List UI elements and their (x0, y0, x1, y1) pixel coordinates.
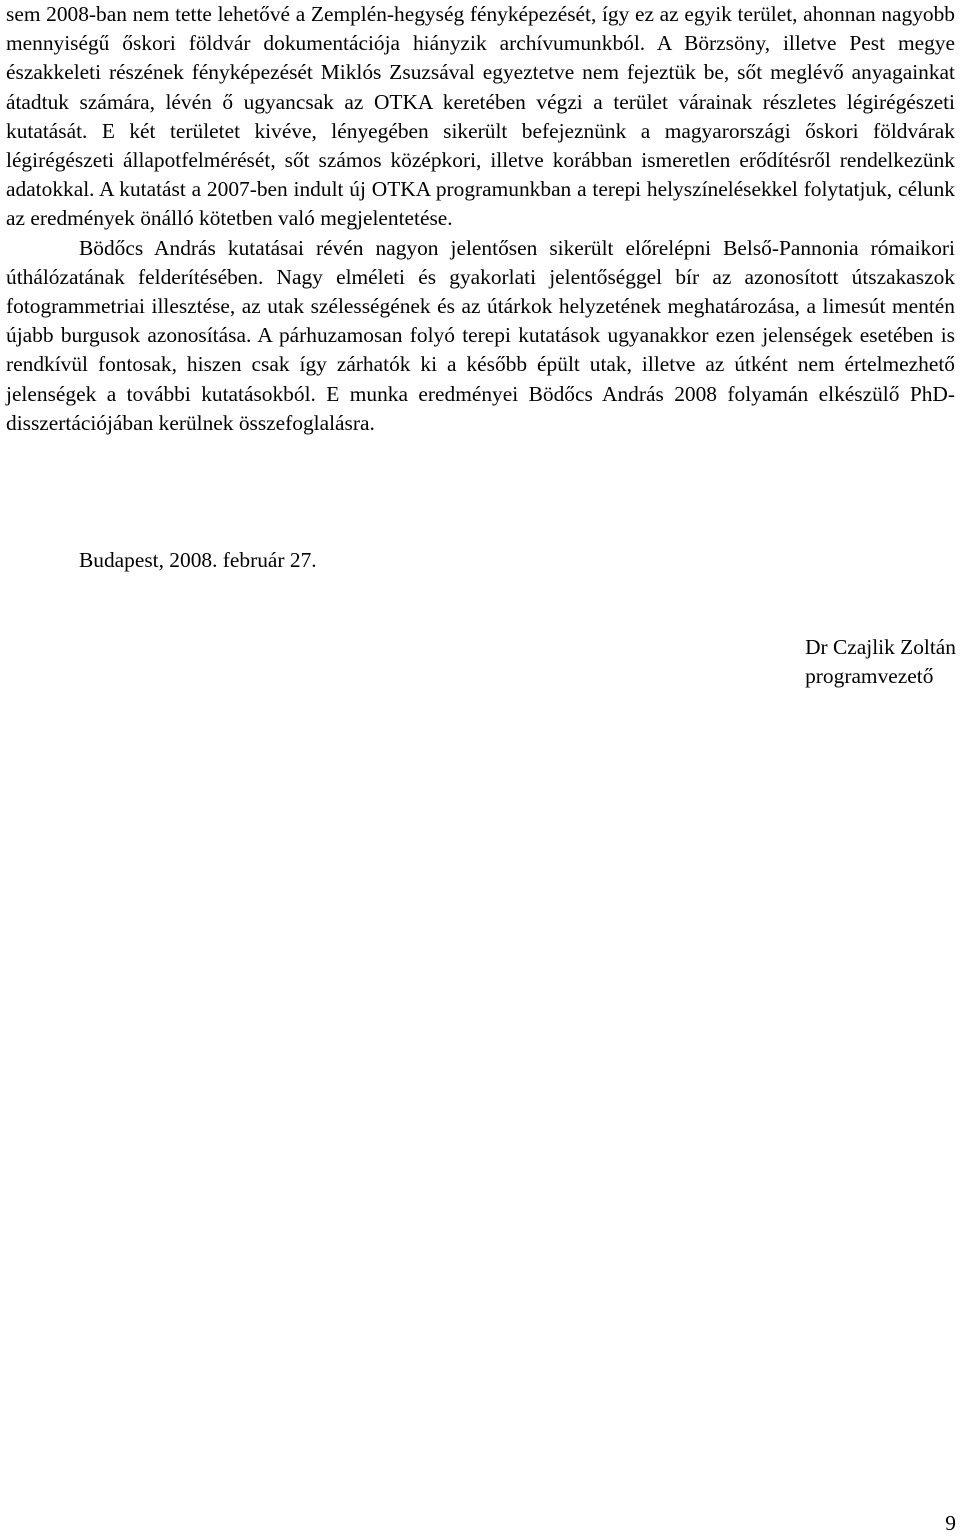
body-text (6, 0, 955, 438)
signatory-role: programvezető (805, 664, 934, 688)
signature-block (805, 633, 956, 691)
signatory-name: Dr Czajlik Zoltán (805, 635, 956, 659)
page-number: 9 (945, 1511, 956, 1535)
paragraph-2: Bödőcs András kutatásai révén nagyon jelentősen sikerült előrelépni Belső-Pannonia rómaikori úthálózatának felderítésében. Nagy elméleti és gyakorlati jelentőséggel bír az azonosított útszakaszok fotogrammetriai illesztése, az utak szélességének és az útárkok helyzetének meghatározása, a limesút mentén újabb burgusok azonosítása. A párhuzamosan folyó terepi kutatások ugyanakkor ezen jelenségek esetében is rendkívül fontosak, hiszen csak így zárhatók ki a később épült utak, illetve az útként nem értelmezhető jelenségek a további kutatásokból. E munka eredményei Bödőcs András 2008 folyamán elkészülő PhD-disszertációjában kerülnek összefoglalásra. (6, 235, 955, 435)
place-and-date: Budapest, 2008. február 27. (79, 548, 317, 572)
paragraph-1: sem 2008-ban nem tette lehetővé a Zemplén-hegység fényképezését, így ez az egyik terület, ahonnan nagyobb mennyiségű őskori földvár dokumentációja hiányzik archívumunkból. A Börzsöny, illetve Pest megye északkeleti részének fényképezését Miklós Zsuzsával egyeztetve nem fejeztük be, sőt meglévő anyagainkat átadtuk számára, lévén ő ugyancsak az OTKA keretében végzi a terület várainak részletes légirégészeti kutatását. E két területet kivéve, lényegében sikerült befejeznünk a magyarországi őskori földvárak légirégészeti állapotfelmérését, sőt számos középkori, illetve korábban ismeretlen erődítésről rendelkezünk adatokkal. A kutatást a 2007-ben indult új OTKA programunkban a terepi helyszínelésekkel folytatjuk, célunk az eredmények önálló kötetben való megjelentetése. (6, 2, 955, 231)
